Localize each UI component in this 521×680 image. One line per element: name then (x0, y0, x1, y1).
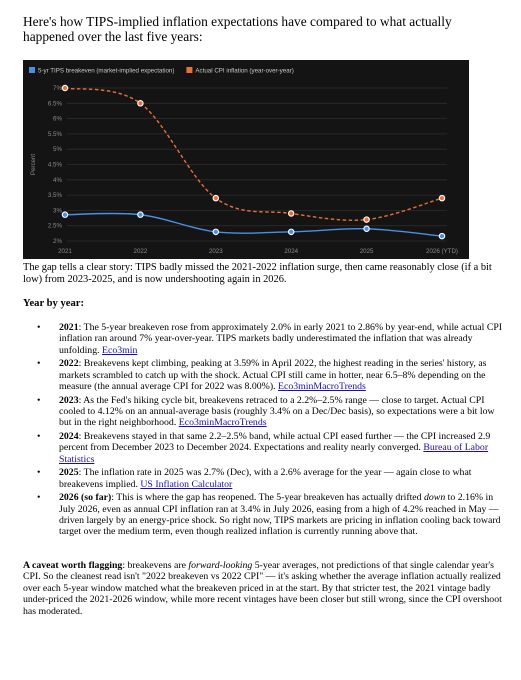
y-tick-label: 4.5% (47, 161, 62, 169)
legend-swatch (29, 67, 35, 73)
list-item-2025 (23, 467, 505, 490)
list-item-2026 (23, 492, 505, 537)
data-point (62, 85, 67, 90)
legend-swatch (186, 67, 192, 73)
list-item-2022 (23, 358, 505, 392)
data-point (213, 195, 218, 200)
data-point (364, 217, 369, 222)
legend-label: Actual CPI inflation (year-over-year) (195, 67, 294, 75)
y-tick-label: 6% (53, 115, 62, 123)
gap-summary: The gap tells a clear story: TIPS badly missed the 2021-2022 inflation surge, then came reasonably close (if a bit low) from 2023-2025, and is now undershooting again in 2026. (23, 262, 492, 285)
source-link[interactable]: Eco3min (102, 344, 138, 356)
y-tick-label: 4% (53, 176, 62, 184)
data-point (289, 229, 294, 234)
caveat-pre: : breakevens are (122, 560, 189, 571)
year-text-2: to 2.16% in July 2026, even as annual CPI inflation ran at 3.4% in July 2026, easing from a high of 4.2% reached in May — driven largely by an energy-price shock. So right now, TIPS markets are pricing in inflation cooling back toward target over the medium term, even though realized inflation is currently running above that. (59, 492, 501, 538)
y-tick-label: 5% (53, 146, 62, 154)
caveat-label: A caveat worth flagging (23, 560, 123, 571)
data-point (289, 211, 294, 216)
bullet: • (37, 430, 41, 442)
x-tick-label: 2025 (359, 248, 374, 255)
x-tick-label: 2024 (284, 248, 299, 255)
caveat-post: 5-year averages, not predictions of that single calendar year's CPI. So the cleanest read isn't "2022 breakeven vs 2022 CPI" — it's asking whether the average inflation actually realized over each 5-year window matched what the breakeven priced in at the start. By that stricter test, the 2021 vintage badly under-priced the 2021-2026 window, while more recent vintages have been closer but still wrong, since the CPI overshoot has moderated. (23, 560, 502, 617)
x-tick-label: 2023 (208, 248, 223, 255)
year-label: 2023 (59, 394, 79, 406)
y-tick-label: 5.5% (47, 130, 62, 138)
y-tick-label: 6.5% (47, 100, 62, 108)
source-link[interactable]: Bureau of Labor Statistics (59, 442, 489, 465)
year-text: : Breakevens stayed in that same 2.2–2.5% band, while actual CPI eased further — the CPI increased 2.9 percent from December 2023 to December 2024. Expectations and reality nearly converged. (59, 430, 491, 454)
year-text: : This is where the gap has reopened. The 5-year breakeven has actually drifted (111, 492, 424, 504)
list-item-2023 (23, 395, 505, 429)
caveat-emphasis: forward-looking (188, 560, 253, 571)
year-label: 2022 (59, 358, 79, 370)
data-point (138, 212, 143, 217)
year-text: : The inflation rate in 2025 was 2.7% (Dec), with a 2.6% average for the year — again close to what breakevens implied. (59, 467, 472, 490)
data-point (138, 101, 143, 106)
y-tick-label: 7% (53, 85, 62, 92)
year-emphasis: down (424, 492, 446, 504)
bullet: • (37, 492, 41, 504)
data-point (439, 195, 444, 200)
list-item-2024 (23, 431, 505, 465)
bullet: • (37, 394, 41, 406)
caveat-paragraph (23, 560, 507, 617)
inflation-chart (23, 60, 469, 259)
list-item-2021 (23, 322, 505, 356)
year-text: : The 5-year breakeven rose from approximately 2.0% in early 2021 to 2.86% by year-end, while actual CPI inflation ran around 7% year-over-year. TIPS markets badly underestimated the inflation that was already unfolding. (59, 322, 503, 356)
y-tick-label: 2% (53, 238, 62, 245)
y-tick-label: 3% (53, 207, 62, 215)
y-axis-label: Percent (30, 153, 37, 176)
year-label: 2025 (59, 467, 79, 479)
data-point (439, 233, 444, 238)
x-tick-label: 2021 (58, 248, 72, 255)
chart-legend (29, 67, 294, 75)
source-link[interactable]: Eco3minMacroTrends (178, 417, 267, 429)
data-point (62, 212, 67, 217)
year-text: : Breakevens kept climbing, peaking at 3.59% in April 2022, the highest reading in the series' history, as markets scrambled to catch up with the shock. Actual CPI still came in hotter, near 6.5–8% depending on the measure (the annual average CPI for 2022 was 8.00%). (59, 358, 487, 393)
year-label: 2021 (59, 322, 79, 333)
legend-label: 5-yr TIPS breakeven (market-implied expectation) (38, 67, 175, 75)
year-label: 2026 (so far) (59, 492, 112, 504)
source-link[interactable]: Eco3minMacroTrends (278, 381, 366, 393)
y-tick-label: 3.5% (47, 192, 62, 200)
bullet: • (37, 358, 41, 370)
x-tick-label: 2026 (YTD) (426, 248, 458, 255)
y-tick-label: 2.5% (47, 222, 62, 230)
data-point (213, 229, 218, 234)
source-link[interactable]: US Inflation Calculator (140, 478, 233, 490)
year-label: 2024 (59, 430, 79, 442)
bullet: • (37, 467, 41, 479)
year-by-year-heading: Year by year: (23, 298, 84, 309)
chart-svg (23, 60, 469, 259)
bullet: • (37, 322, 41, 333)
year-list (23, 322, 505, 540)
data-point (364, 226, 369, 231)
year-text: : As the Fed's hiking cycle bit, breakevens retraced to a 2.2%–2.5% range — close to target. Actual CPI cooled to 4.12% on an annual-average basis (roughly 3.4% on a Dec/Dec basis), so expectations were a bit low but in the right neighborhood. (59, 394, 495, 429)
intro-text: Here's how TIPS-implied inflation expectations have compared to what actually happened over the last five years: (23, 14, 452, 44)
x-tick-label: 2022 (133, 248, 148, 255)
